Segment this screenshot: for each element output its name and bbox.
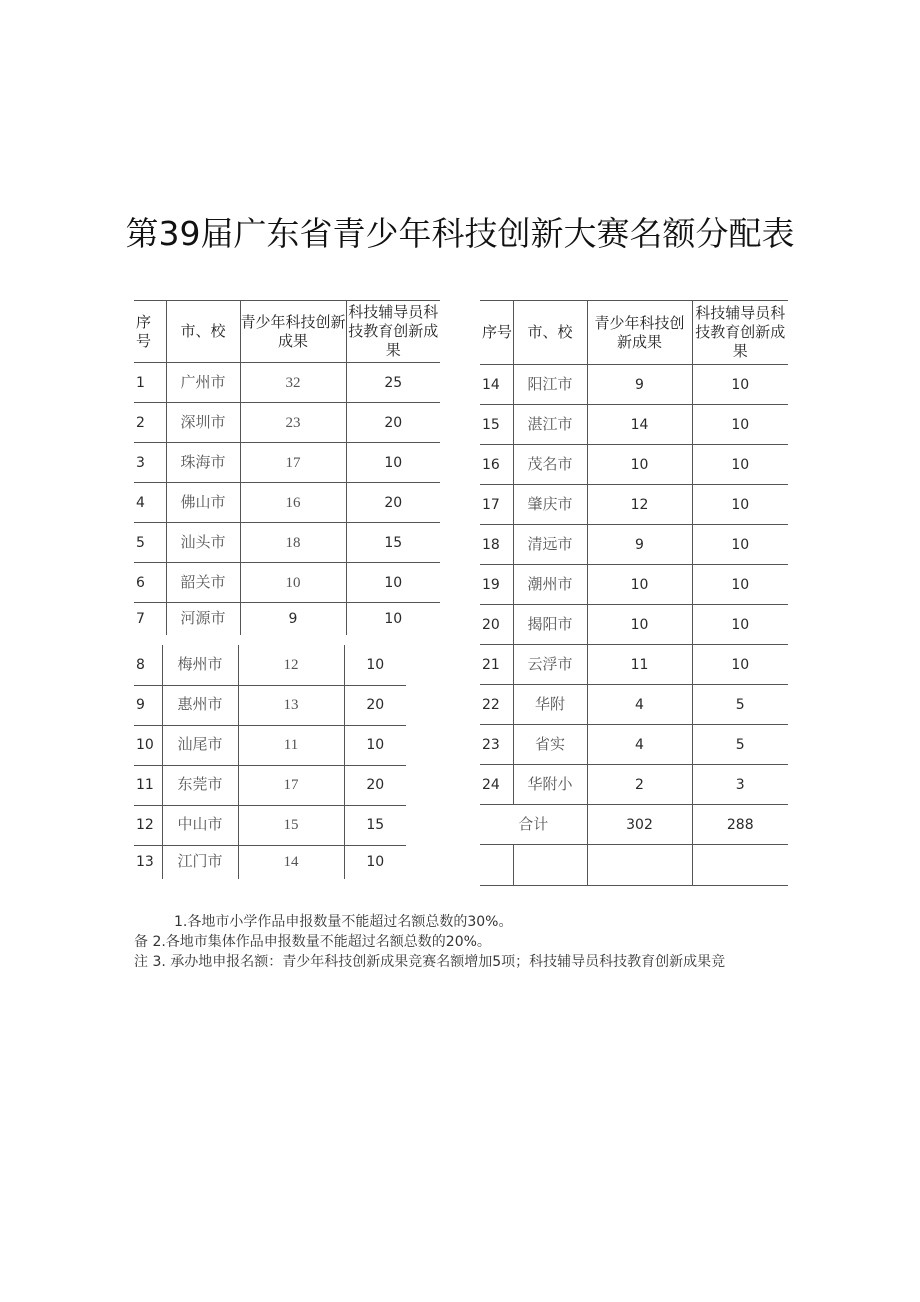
row-city: 深圳市 — [166, 403, 240, 443]
row-tutor-quota: 10 — [692, 525, 788, 565]
note-2: 备 2.各地市集体作品申报数量不能超过名额总数的20%。 — [134, 934, 491, 950]
row-city: 中山市 — [162, 805, 238, 845]
row-seq: 8 — [134, 645, 162, 685]
quota-table-right — [480, 300, 788, 886]
table-row — [480, 605, 788, 645]
page-title: 第39届广东省青少年科技创新大赛名额分配表 — [125, 214, 795, 253]
row-seq: 5 — [134, 523, 166, 563]
row-tutor-quota: 20 — [346, 483, 440, 523]
empty-cell — [587, 845, 692, 886]
row-city: 江门市 — [162, 845, 238, 879]
row-city: 华附小 — [513, 765, 587, 805]
row-tutor-quota: 20 — [344, 765, 406, 805]
row-tutor-quota: 20 — [344, 685, 406, 725]
table-row — [134, 603, 440, 635]
table-row — [134, 845, 406, 879]
row-seq: 4 — [134, 483, 166, 523]
row-innovation-quota: 17 — [238, 765, 344, 805]
table-row — [480, 725, 788, 765]
header-innovation: 青少年科技创新成果 — [240, 301, 346, 363]
row-innovation-quota: 4 — [587, 725, 692, 765]
row-seq: 24 — [480, 765, 513, 805]
row-innovation-quota: 9 — [587, 365, 692, 405]
row-tutor-quota: 10 — [344, 645, 406, 685]
row-innovation-quota: 10 — [587, 605, 692, 645]
header-city: 市、校 — [166, 301, 240, 363]
table-row — [134, 725, 406, 765]
row-innovation-quota: 32 — [240, 363, 346, 403]
row-city: 肇庆市 — [513, 485, 587, 525]
row-city: 东莞市 — [162, 765, 238, 805]
total-tutor-quota: 288 — [692, 805, 788, 845]
row-innovation-quota: 17 — [240, 443, 346, 483]
row-innovation-quota: 18 — [240, 523, 346, 563]
empty-cell — [480, 845, 513, 886]
row-seq: 23 — [480, 725, 513, 765]
row-seq: 9 — [134, 685, 162, 725]
row-tutor-quota: 10 — [692, 645, 788, 685]
row-city: 韶关市 — [166, 563, 240, 603]
row-tutor-quota: 15 — [344, 805, 406, 845]
empty-row — [480, 845, 788, 886]
row-city: 梅州市 — [162, 645, 238, 685]
row-tutor-quota: 10 — [692, 445, 788, 485]
row-seq: 12 — [134, 805, 162, 845]
row-tutor-quota: 3 — [692, 765, 788, 805]
row-city: 揭阳市 — [513, 605, 587, 645]
table-row — [134, 363, 440, 403]
row-seq: 15 — [480, 405, 513, 445]
row-innovation-quota: 15 — [238, 805, 344, 845]
row-tutor-quota: 25 — [346, 363, 440, 403]
row-city: 云浮市 — [513, 645, 587, 685]
table-row — [480, 525, 788, 565]
row-innovation-quota: 10 — [587, 565, 692, 605]
table-row — [480, 365, 788, 405]
row-innovation-quota: 11 — [587, 645, 692, 685]
table-row — [134, 645, 406, 685]
note-3: 注 3. 承办地申报名额：青少年科技创新成果竞赛名额增加5项；科技辅导员科技教育创新成果竞 — [134, 954, 726, 970]
row-tutor-quota: 15 — [346, 523, 440, 563]
table-row — [134, 443, 440, 483]
header-city: 市、校 — [513, 301, 587, 365]
table-row — [134, 563, 440, 603]
row-city: 佛山市 — [166, 483, 240, 523]
row-innovation-quota: 13 — [238, 685, 344, 725]
table-row — [480, 405, 788, 445]
row-seq: 11 — [134, 765, 162, 805]
row-city: 汕头市 — [166, 523, 240, 563]
row-city: 华附 — [513, 685, 587, 725]
row-tutor-quota: 10 — [692, 565, 788, 605]
row-seq: 7 — [136, 610, 145, 627]
header-tutor: 科技辅导员科技教育创新成果 — [692, 301, 788, 365]
row-innovation-quota: 12 — [238, 645, 344, 685]
row-seq: 16 — [480, 445, 513, 485]
row-seq: 1 — [134, 363, 166, 403]
table-row — [480, 565, 788, 605]
table-row — [134, 483, 440, 523]
row-tutor-quota: 10 — [692, 605, 788, 645]
row-city: 广州市 — [166, 363, 240, 403]
row-innovation-quota: 10 — [240, 563, 346, 603]
table-row — [480, 485, 788, 525]
row-seq: 19 — [480, 565, 513, 605]
row-city: 惠州市 — [162, 685, 238, 725]
header-tutor: 科技辅导员科技教育创新成果 — [346, 301, 440, 363]
row-seq: 20 — [480, 605, 513, 645]
row-city: 阳江市 — [513, 365, 587, 405]
row-city: 潮州市 — [513, 565, 587, 605]
empty-cell — [692, 845, 788, 886]
row-tutor-quota: 10 — [346, 563, 440, 603]
row-city: 河源市 — [166, 603, 240, 635]
row-tutor-quota: 10 — [346, 443, 440, 483]
total-row — [480, 805, 788, 845]
row-tutor-quota: 10 — [692, 365, 788, 405]
row-seq: 6 — [134, 563, 166, 603]
row-seq: 14 — [480, 365, 513, 405]
quota-table-left-top — [134, 300, 440, 635]
row-tutor-quota: 20 — [346, 403, 440, 443]
table-row — [134, 403, 440, 443]
header-innovation: 青少年科技创新成果 — [587, 301, 692, 365]
row-innovation-quota: 4 — [587, 685, 692, 725]
table-row — [134, 765, 406, 805]
row-city: 清远市 — [513, 525, 587, 565]
total-label: 合计 — [480, 805, 587, 845]
row-tutor-quota: 5 — [692, 725, 788, 765]
row-tutor-quota: 10 — [692, 485, 788, 525]
row-innovation-quota: 14 — [587, 405, 692, 445]
row-city: 省实 — [513, 725, 587, 765]
row-innovation-quota: 10 — [587, 445, 692, 485]
row-seq: 10 — [134, 725, 162, 765]
table-row — [480, 685, 788, 725]
row-tutor-quota: 10 — [344, 845, 406, 879]
row-tutor-quota: 10 — [346, 603, 440, 635]
row-seq: 17 — [480, 485, 513, 525]
quota-table-left-bottom — [134, 645, 406, 879]
table-row — [480, 765, 788, 805]
row-innovation-quota: 2 — [587, 765, 692, 805]
row-seq: 13 — [136, 854, 154, 871]
row-city: 汕尾市 — [162, 725, 238, 765]
row-innovation-quota: 23 — [240, 403, 346, 443]
row-seq: 3 — [134, 443, 166, 483]
row-innovation-quota: 9 — [587, 525, 692, 565]
row-tutor-quota: 10 — [692, 405, 788, 445]
row-tutor-quota: 10 — [344, 725, 406, 765]
total-innovation-quota: 302 — [587, 805, 692, 845]
table-row — [480, 445, 788, 485]
header-seq: 序号 — [480, 301, 513, 365]
notes — [134, 912, 725, 972]
row-seq: 18 — [480, 525, 513, 565]
row-innovation-quota: 14 — [238, 845, 344, 879]
row-innovation-quota: 9 — [240, 603, 346, 635]
row-city: 珠海市 — [166, 443, 240, 483]
row-innovation-quota: 11 — [238, 725, 344, 765]
row-seq: 2 — [134, 403, 166, 443]
row-innovation-quota: 16 — [240, 483, 346, 523]
row-seq: 21 — [480, 645, 513, 685]
table-row — [134, 523, 440, 563]
empty-cell — [513, 845, 587, 886]
row-city: 茂名市 — [513, 445, 587, 485]
table-row — [480, 645, 788, 685]
note-1: 1.各地市小学作品申报数量不能超过名额总数的30%。 — [174, 914, 513, 930]
row-seq: 22 — [480, 685, 513, 725]
row-tutor-quota: 5 — [692, 685, 788, 725]
row-city: 湛江市 — [513, 405, 587, 445]
header-seq: 序号 — [134, 301, 166, 363]
table-row — [134, 685, 406, 725]
row-innovation-quota: 12 — [587, 485, 692, 525]
table-row — [134, 805, 406, 845]
